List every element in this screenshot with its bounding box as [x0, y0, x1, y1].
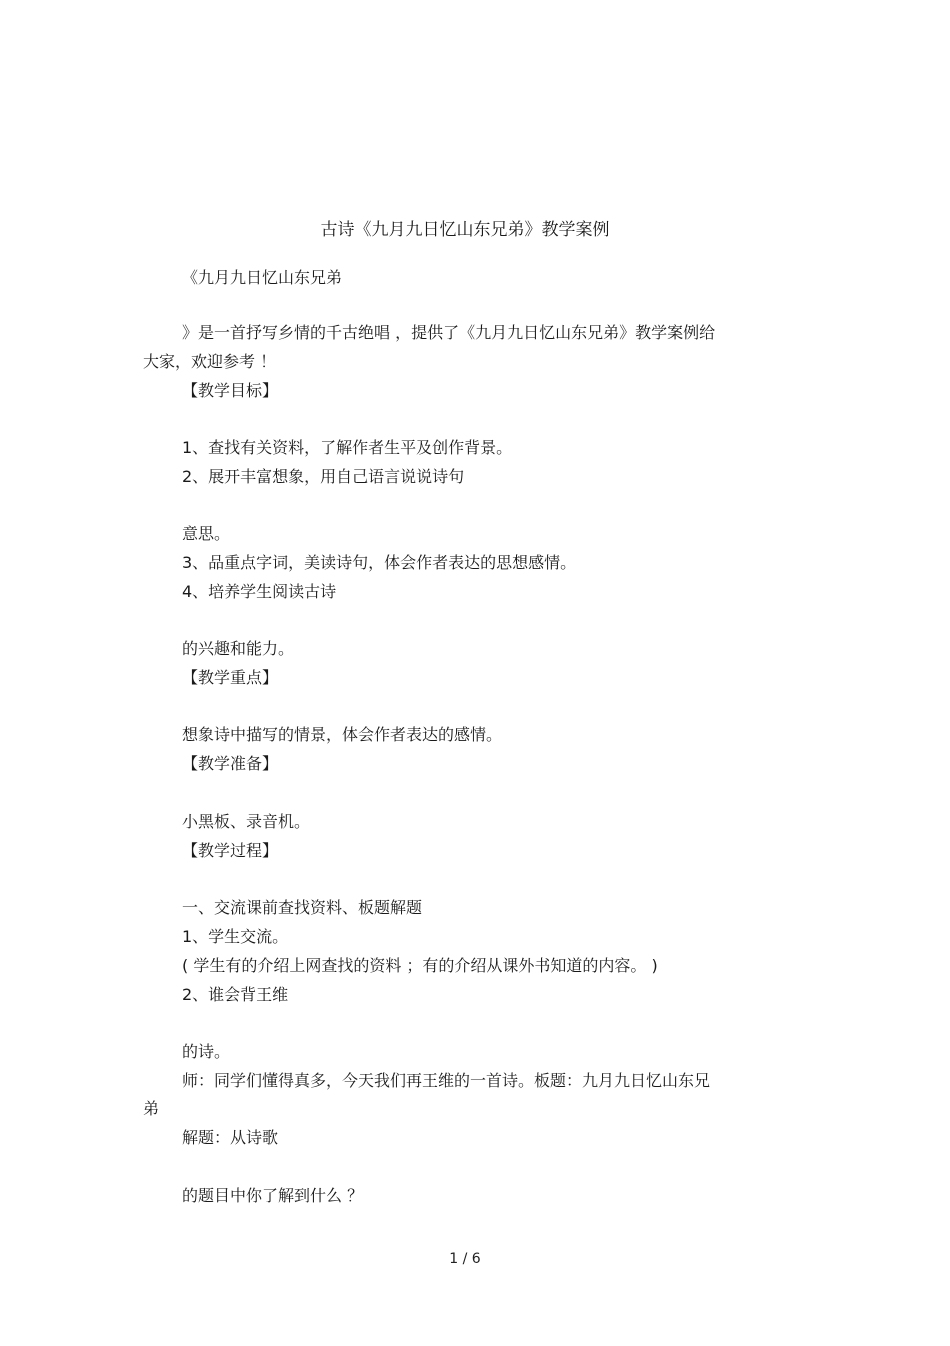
step-1-2-part-2: 的诗。 — [182, 1042, 231, 1061]
teacher-line-1: 师：同学们懂得真多，今天我们再王维的一首诗。板题：九月九日忆山东兄 — [182, 1071, 711, 1090]
focus-text: 想象诗中描写的情景，体会作者表达的感情。 — [182, 725, 503, 744]
teacher-line-2: 弟 — [143, 1099, 160, 1118]
document-title: 古诗《九月九日忆山东兄弟》教学案例 — [320, 220, 610, 240]
step-1-1: 1、学生交流。 — [182, 927, 289, 946]
prep-heading: 【教学准备】 — [182, 754, 279, 773]
explain-part-1: 解题：从诗歌 — [182, 1128, 279, 1147]
goal-3: 3、品重点字词，美读诗句，体会作者表达的思想感情。 — [182, 553, 577, 572]
goals-heading: 【教学目标】 — [182, 381, 279, 400]
goal-4-part-1: 4、培养学生阅读古诗 — [182, 582, 337, 601]
focus-heading: 【教学重点】 — [182, 668, 279, 687]
goal-2-part-2: 意思。 — [182, 524, 231, 543]
step-1-note: ( 学生有的介绍上网查找的资料 ；有的介绍从课外书知道的内容。 ) — [182, 956, 658, 975]
prep-text: 小黑板、录音机。 — [182, 812, 311, 831]
intro-line-3: 大家，欢迎参考 ！ — [143, 352, 277, 371]
intro-line-2: 》是一首抒写乡情的千古绝唱 ，提供了《九月九日忆山东兄弟》教学案例给 — [182, 323, 716, 342]
step-1-2-part-1: 2、谁会背王维 — [182, 985, 289, 1004]
goal-4-part-2: 的兴趣和能力。 — [182, 639, 295, 658]
process-heading: 【教学过程】 — [182, 841, 279, 860]
explain-part-2: 的题目中你了解到什么 ？ — [182, 1186, 364, 1205]
page-number: 1 / 6 — [449, 1251, 481, 1267]
goal-1: 1、查找有关资料，了解作者生平及创作背景。 — [182, 438, 513, 457]
step-1: 一、交流课前查找资料、板题解题 — [182, 898, 423, 917]
goal-2-part-1: 2、展开丰富想象，用自己语言说说诗句 — [182, 467, 465, 486]
intro-line-1: 《九月九日忆山东兄弟 — [182, 268, 343, 287]
